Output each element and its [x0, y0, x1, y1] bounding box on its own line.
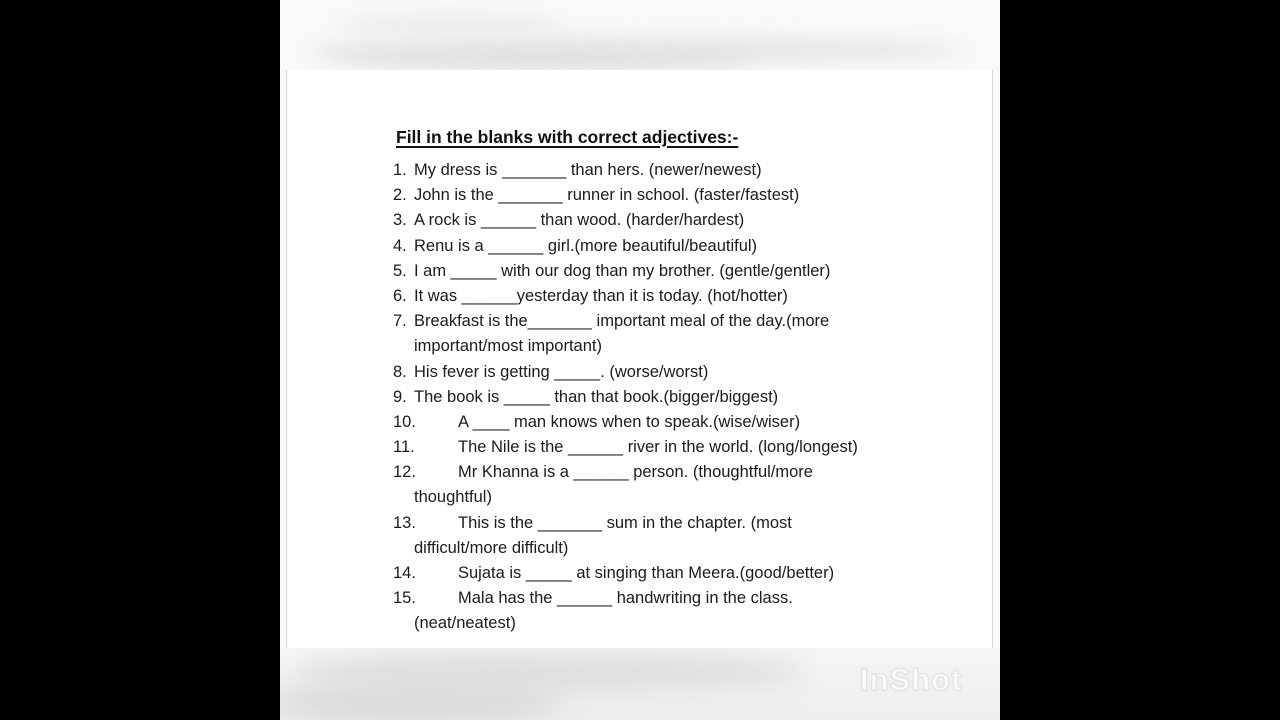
item-number: 13. — [393, 513, 416, 532]
item-text: important/most important) — [414, 337, 602, 356]
worksheet-line-continuation — [393, 611, 858, 636]
item-number: 3. — [393, 211, 407, 230]
item-text: thoughtful) — [414, 488, 492, 507]
item-number: 5. — [393, 261, 407, 280]
item-number: 1. — [393, 161, 407, 179]
worksheet-line — [393, 586, 858, 611]
item-text: A ____ man knows when to speak.(wise/wiser) — [458, 412, 801, 431]
item-text: Mala has the ______ handwriting in the class. — [458, 589, 793, 608]
worksheet-line — [393, 183, 858, 208]
blur-smear — [280, 682, 565, 720]
inshot-watermark: InShot — [860, 662, 963, 697]
worksheet-line — [393, 561, 858, 586]
worksheet-line-continuation — [393, 485, 858, 510]
letterbox-left — [0, 0, 280, 720]
item-text: I am _____ with our dog than my brother. (gentle/gentler) — [414, 261, 831, 280]
item-text: difficult/more difficult) — [414, 538, 569, 557]
item-number: 8. — [393, 362, 407, 381]
letterbox-right — [1000, 0, 1280, 720]
item-text: It was ______yesterday than it is today. (hot/hotter) — [414, 286, 788, 305]
worksheet-line — [393, 460, 858, 485]
item-number: 12. — [393, 463, 416, 482]
item-number: 15. — [393, 589, 416, 608]
item-text: The book is _____ than that book.(bigger/biggest) — [414, 387, 779, 406]
worksheet-question-list — [393, 158, 858, 637]
item-text: This is the _______ sum in the chapter. (most — [458, 513, 792, 532]
item-text: His fever is getting _____. (worse/worst) — [414, 362, 709, 381]
item-number: 6. — [393, 286, 407, 305]
worksheet-line — [393, 511, 858, 536]
item-number: 7. — [393, 312, 407, 331]
item-number: 4. — [393, 236, 407, 255]
worksheet-line — [393, 208, 858, 233]
worksheet-line — [393, 259, 858, 284]
item-text: John is the _______ runner in school. (faster/fastest) — [414, 186, 800, 205]
worksheet-line-continuation — [393, 334, 858, 359]
worksheet-line — [393, 435, 858, 460]
blur-artifact-top — [280, 0, 1000, 70]
item-number: 2. — [393, 186, 407, 205]
item-number: 10. — [393, 412, 416, 431]
worksheet-line — [393, 284, 858, 309]
worksheet-line — [393, 410, 858, 435]
item-text: Breakfast is the_______ important meal of the day.(more — [414, 312, 830, 331]
item-number: 11. — [393, 438, 415, 457]
worksheet-line — [393, 309, 858, 334]
item-text: (neat/neatest) — [414, 614, 516, 633]
worksheet-title: Fill in the blanks with correct adjectives:- — [396, 127, 739, 147]
blur-smear — [335, 14, 565, 34]
worksheet-line — [393, 158, 858, 183]
worksheet-line-continuation — [393, 536, 858, 561]
item-text: The Nile is the ______ river in the world. (long/longest) — [458, 438, 858, 457]
worksheet-line — [393, 385, 858, 410]
item-text: A rock is ______ than wood. (harder/hardest) — [414, 211, 745, 230]
video-frame — [280, 0, 1000, 720]
worksheet-page — [286, 70, 993, 648]
worksheet-line — [393, 360, 858, 385]
item-text: Sujata is _____ at singing than Meera.(good/better) — [458, 564, 835, 582]
item-text: Renu is a ______ girl.(more beautiful/beautiful) — [414, 236, 758, 255]
item-text: My dress is _______ than hers. (newer/newest) — [414, 161, 762, 179]
item-number: 14. — [393, 564, 416, 582]
blur-smear — [325, 50, 755, 68]
blur-artifact-bottom — [280, 648, 1000, 720]
worksheet-line — [393, 234, 858, 259]
item-text: Mr Khanna is a ______ person. (thoughtful/more — [458, 463, 813, 482]
item-number: 9. — [393, 387, 407, 406]
